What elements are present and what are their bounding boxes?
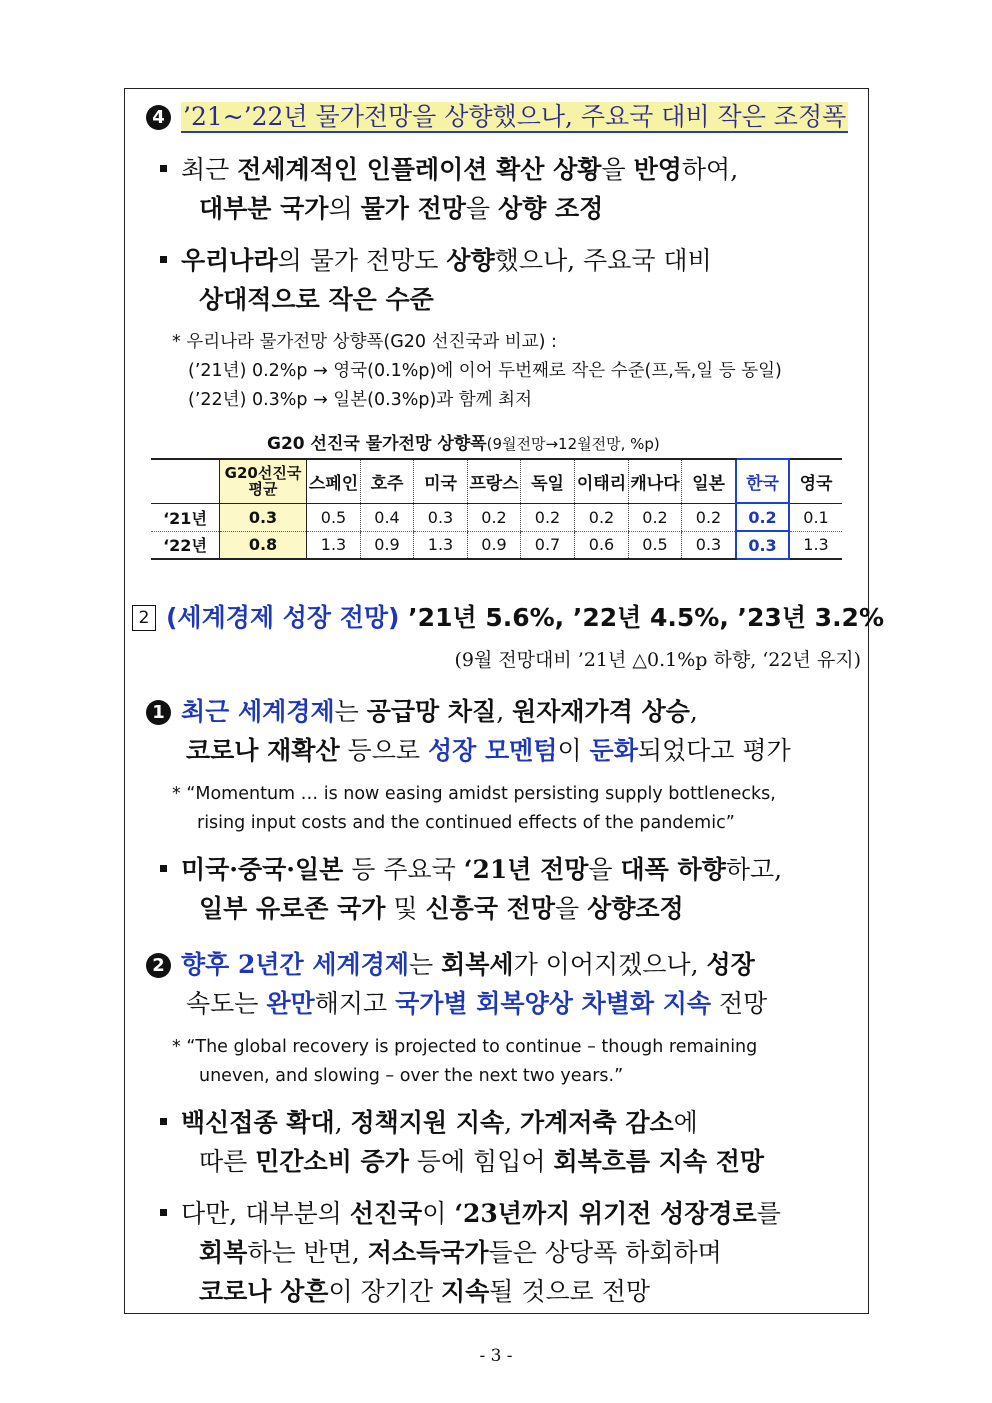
section2-headline: ’21년 5.6%, ’22년 4.5%, ’23년 3.2%: [399, 603, 885, 632]
bullet-advanced-economies-cont2: 코로나 상흔이 장기간 지속될 것으로 전망: [199, 1277, 651, 1306]
table-cell: 0.9: [468, 531, 521, 559]
note-line-2: (’21년) 0.2%p → 영국(0.1%p)에 이어 두번째로 작은 수준(프,독,일 등 동일): [188, 361, 782, 381]
table-cell: 0.3: [682, 531, 737, 559]
table-cell: 0.1: [789, 503, 842, 531]
point1-quote-line2: rising input costs and the continued effects of the pandemic”: [197, 813, 735, 833]
table-cell-korea: 0.3: [736, 531, 789, 559]
header-country: 미국: [414, 459, 468, 503]
header-country: 스페인: [307, 459, 361, 503]
table-cell: 0.9: [361, 531, 414, 559]
section4-heading-text: ’21~’22년 물가전망을 상향했으나, 주요국 대비 작은 조정폭: [183, 102, 847, 131]
bullet-korea-outlook: 우리나라의 물가 전망도 상향했으나, 주요국 대비: [160, 241, 712, 280]
header-country: 이태리: [575, 459, 629, 503]
cell-g20-average: 0.3: [220, 503, 307, 531]
header-country: 일본: [682, 459, 737, 503]
table-cell: 0.2: [575, 503, 629, 531]
table-cell: 0.2: [521, 503, 575, 531]
point2-quote-line1: * “The global recovery is projected to continue – though remaining: [172, 1037, 758, 1057]
table-cell: 0.3: [414, 503, 468, 531]
section2-subline: (9월 전망대비 ’21년 △0.1%p 하향, ‘22년 유지): [454, 649, 861, 671]
point1-line1: 1 최근 세계경제는 공급망 차질, 원자재가격 상승,: [146, 692, 698, 731]
table-cell-korea: 0.2: [736, 503, 789, 531]
table-cell: 0.2: [468, 503, 521, 531]
g20-inflation-table: [151, 458, 842, 560]
table-cell: 0.2: [629, 503, 682, 531]
table-row-2022: [151, 531, 842, 559]
point2-line2: 속도는 완만해지고 국가별 회복양상 차별화 지속 전망: [186, 989, 768, 1018]
table-subtitle: (9월전망→12월전망, %p): [486, 435, 660, 453]
cell-g20-average: 0.8: [220, 531, 307, 559]
bullet-major-downgrade: 미국·중국·일본 등 주요국 ‘21년 전망을 대폭 하향하고,: [160, 850, 782, 889]
table-cell: 0.5: [629, 531, 682, 559]
table-cell: 0.2: [682, 503, 737, 531]
bullet-major-downgrade-cont: 일부 유로존 국가 및 신흥국 전망을 상향조정: [199, 894, 684, 923]
point1-number-badge: 1: [146, 700, 171, 725]
section4-number-badge: 4: [146, 105, 171, 130]
section2-heading: [132, 598, 884, 634]
table-cell: 0.4: [361, 503, 414, 531]
point2-line1: 2 향후 2년간 세계경제는 회복세가 이어지겠으나, 성장: [146, 945, 755, 984]
square-bullet-icon: [160, 165, 167, 172]
table-corner-cell: [151, 459, 220, 503]
table-cell: 0.6: [575, 531, 629, 559]
bullet-private-consumption: 백신접종 확대, 정책지원 지속, 가계저축 감소에: [160, 1103, 698, 1142]
bullet-inflation-reflect-cont: 대부분 국가의 물가 전망을 상향 조정: [199, 194, 604, 223]
header-country: 프랑스: [468, 459, 521, 503]
bullet-inflation-reflect: 최근 전세계적인 인플레이션 확산 상황을 반영하여,: [160, 150, 738, 189]
header-country: 호주: [361, 459, 414, 503]
square-bullet-icon: [160, 1209, 167, 1216]
table-row-2021: [151, 503, 842, 531]
bullet-private-consumption-cont: 따른 민간소비 증가 등에 힘입어 회복흐름 지속 전망: [199, 1147, 765, 1176]
table-cell: 0.5: [307, 503, 361, 531]
section2-bracket-title: (세계경제 성장 전망): [166, 603, 400, 632]
row-label: ‘22년: [151, 531, 220, 559]
note-line-1: * 우리나라 물가전망 상향폭(G20 선진국과 비교) :: [172, 332, 557, 352]
square-bullet-icon: [160, 256, 167, 263]
header-country: 영국: [789, 459, 842, 503]
bullet-korea-outlook-cont: 상대적으로 작은 수준: [199, 285, 434, 314]
table-cell: 1.3: [414, 531, 468, 559]
point1-quote-line1: * “Momentum … is now easing amidst persisting supply bottlenecks,: [172, 784, 776, 804]
table-cell: 1.3: [307, 531, 361, 559]
square-bullet-icon: [160, 865, 167, 872]
square-bullet-icon: [160, 1118, 167, 1125]
section2-number-box: 2: [132, 605, 156, 631]
bullet-advanced-economies: 다만, 대부분의 선진국이 ‘23년까지 위기전 성장경로를: [160, 1194, 781, 1233]
section4-heading: [146, 97, 848, 133]
table-cell: 1.3: [789, 531, 842, 559]
header-country-korea: 한국: [736, 459, 789, 503]
note-line-3: (’22년) 0.3%p → 일본(0.3%p)과 함께 최저: [188, 390, 532, 410]
table-header-row: [151, 459, 842, 503]
point2-quote-line2: uneven, and slowing – over the next two years.”: [199, 1066, 624, 1086]
row-label: ‘21년: [151, 503, 220, 531]
table-title: G20 선진국 물가전망 상향폭(9월전망→12월전망, %p): [267, 434, 660, 454]
page-number: - 3 -: [479, 1346, 513, 1366]
header-country: 캐나다: [629, 459, 682, 503]
header-g20-average: G20선진국 평균: [220, 459, 307, 503]
header-country: 독일: [521, 459, 575, 503]
point2-number-badge: 2: [146, 953, 171, 978]
bullet-advanced-economies-cont1: 회복하는 반면, 저소득국가들은 상당폭 하회하며: [199, 1238, 722, 1267]
point1-line2: 코로나 재확산 등으로 성장 모멘텀이 둔화되었다고 평가: [186, 736, 791, 765]
table-cell: 0.7: [521, 531, 575, 559]
